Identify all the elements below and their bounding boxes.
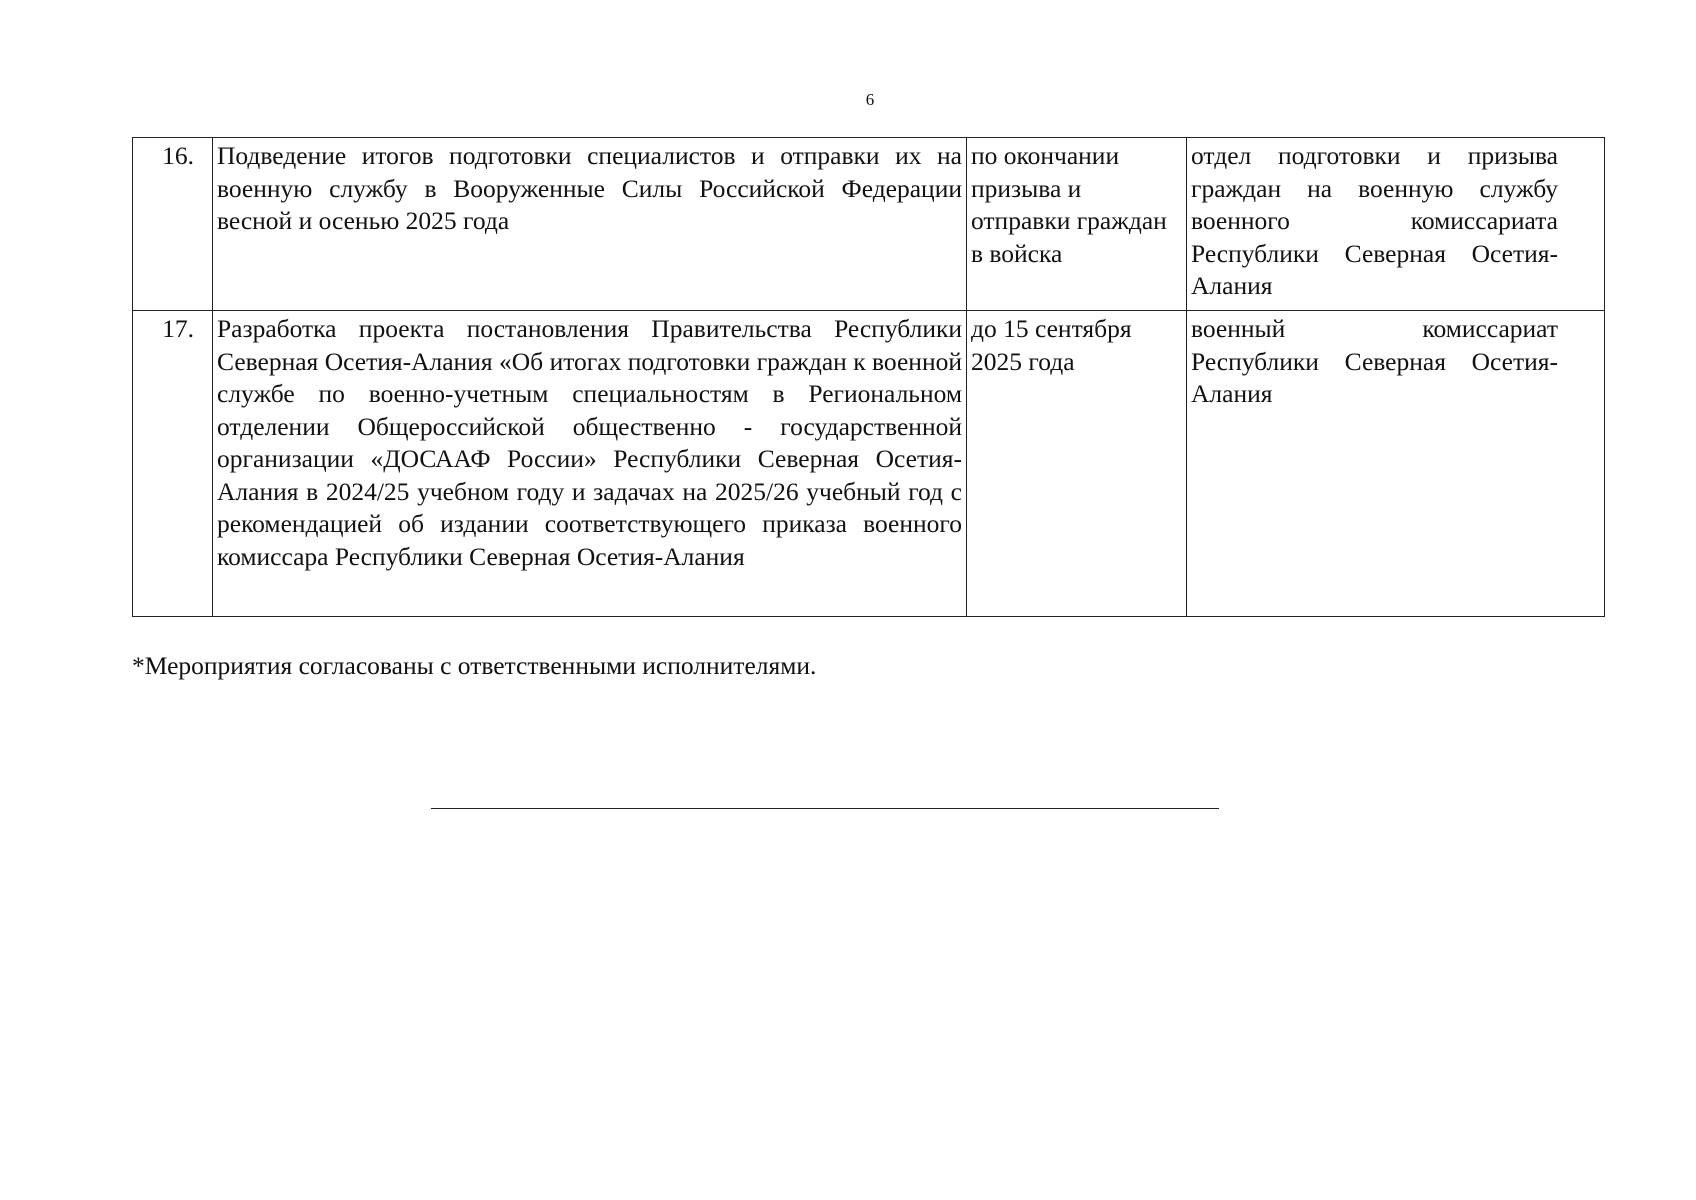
closing-divider xyxy=(431,808,1219,809)
table-row xyxy=(133,311,1605,617)
event-responsible: отдел подготовки и призыва граждан на военную службу военного комиссариата Республики Северная Осетия-Алания xyxy=(1187,138,1605,311)
page-number: 6 xyxy=(865,90,875,109)
event-description: Подведение итогов подготовки специалистов и отправки их на военную службу в Вооруженные Силы Российской Федерации весной и осенью 2025 года xyxy=(213,138,967,311)
row-number: 17. xyxy=(133,311,213,617)
footnote: *Мероприятия согласованы с ответственными исполнителями. xyxy=(132,651,817,680)
events-table xyxy=(132,137,1605,617)
event-term: до 15 сентября 2025 года xyxy=(967,311,1187,617)
table-row xyxy=(133,138,1605,311)
event-description: Разработка проекта постановления Правительства Республики Северная Осетия-Алания «Об итогах подготовки граждан к военной службе по военно-учетным специальностям в Региональном отделении Общероссийской общественно - государственной организации «ДОСААФ России» Республики Северная Осетия-Алания в 2024/25 учебном году и задачах на 2025/26 учебный год с рекомендацией об издании соответствующего приказа военного комиссара Республики Северная Осетия-Алания xyxy=(213,311,967,617)
event-responsible: военный комиссариат Республики Северная Осетия-Алания xyxy=(1187,311,1605,617)
event-term: по окончании призыва и отправки граждан в войска xyxy=(967,138,1187,311)
row-number: 16. xyxy=(133,138,213,311)
